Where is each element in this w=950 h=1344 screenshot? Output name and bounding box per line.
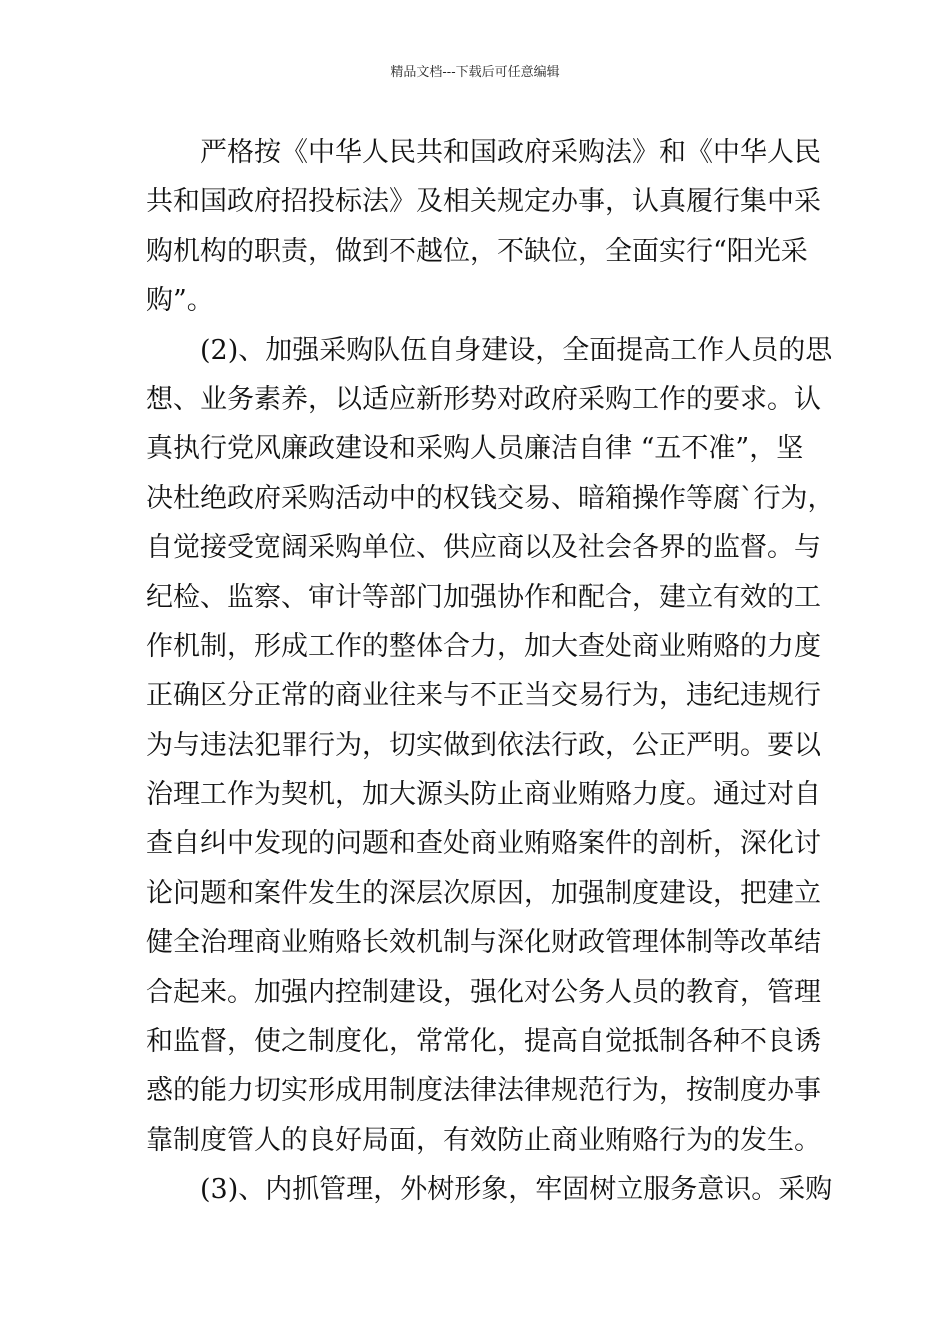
text-line: 治理工作为契机，加大源头防止商业贿赂力度。通过对自 [146,779,821,811]
text-line: 健全治理商业贿赂长效机制与深化财政管理体制等改革结 [146,927,821,959]
text-line: 纪检、监察、审计等部门加强协作和配合，建立有效的工 [146,581,821,613]
text-line: (2)、加强采购队伍自身建设，全面提高工作人员的思 [200,334,833,366]
text-line: 惑的能力切实形成用制度法律法律规范行为，按制度办事 [146,1075,821,1107]
paragraph-2 [146,326,835,1166]
text-line: 购”。 [146,285,214,317]
text-line: 购机构的职责，做到不越位，不缺位，全面实行“阳光采 [146,235,808,267]
paragraph-3 [146,1165,833,1214]
text-line: 严格按《中华人民共和国政府采购法》和《中华人民 [200,137,821,168]
text-line: 正确区分正常的商业往来与不正当交易行为，违纪违规行 [146,680,821,712]
document-body [146,128,835,1215]
text-line: (3)、内抓管理，外树形象，牢固树立服务意识。采购 [200,1174,833,1206]
text-line: 和监督，使之制度化，常常化，提高自觉抵制各种不良诱 [146,1026,821,1058]
text-line: 论问题和案件发生的深层次原因，加强制度建设，把建立 [146,877,821,909]
text-line: 作机制，形成工作的整体合力，加大查处商业贿赂的力度 [146,630,821,662]
text-line: 真执行党风廉政建设和采购人员廉洁自律 “五不准”，坚 [146,433,804,465]
text-line: 合起来。加强内控制建设，强化对公务人员的教育，管理 [146,976,821,1008]
text-line: 决杜绝政府采购活动中的权钱交易、暗箱操作等腐`行为， [146,482,835,514]
text-line: 想、业务素养，以适应新形势对政府采购工作的要求。认 [146,383,821,415]
text-line: 靠制度管人的良好局面，有效防止商业贿赂行为的发生。 [146,1124,821,1156]
text-line: 自觉接受宽阔采购单位、供应商以及社会各界的监督。与 [146,532,821,564]
paragraph-1 [146,128,821,326]
page-header: 精品文档---下载后可任意编辑 [390,65,560,80]
text-line: 为与违法犯罪行为，切实做到依法行政，公正严明。要以 [146,729,821,761]
text-line: 查自纠中发现的问题和查处商业贿赂案件的剖析，深化讨 [146,828,821,860]
text-line: 共和国政府招投标法》及相关规定办事，认真履行集中采 [146,186,821,218]
